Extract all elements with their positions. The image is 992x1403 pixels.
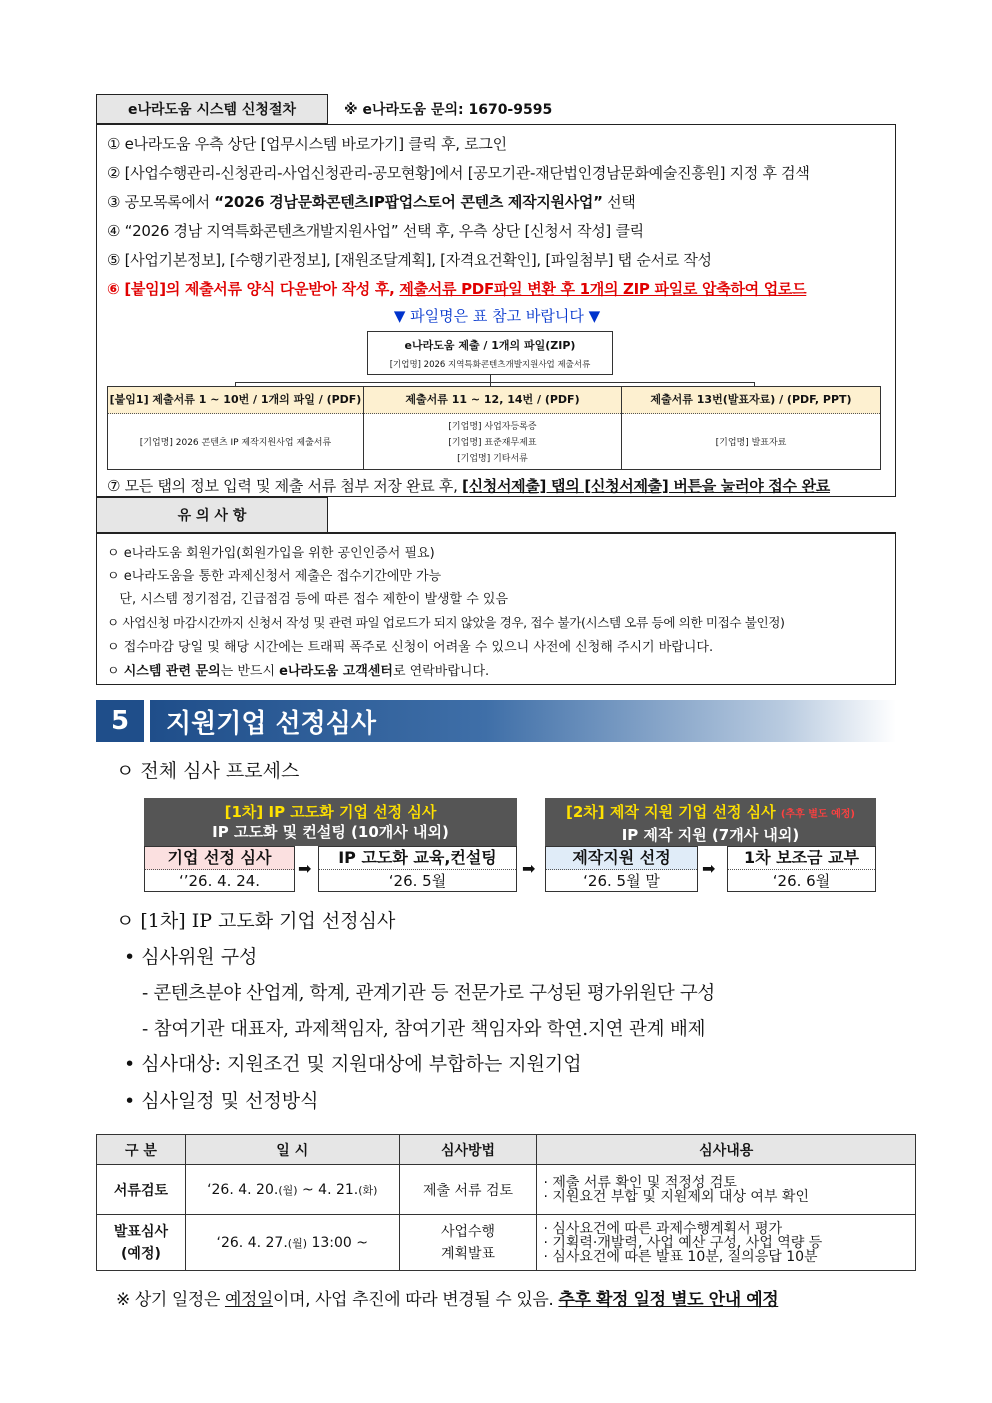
step-1: ① e나라도움 우측 상단 [업무시스템 바로가기] 클릭 후, 로그인 — [107, 135, 507, 153]
step-3: ③ 공모목록에서 “2026 경남문화콘텐츠IP팝업스토어 콘텐츠 제작지원사업” 선택 — [107, 193, 636, 211]
arrow-icon: ➡ — [298, 859, 312, 878]
file-box-attach1: [붙임1] 제출서류 1 ~ 10번 / 1개의 파일 / (PDF) [기업명] 2026 콘텐츠 IP 제작지원사업 제출서류 — [107, 386, 364, 470]
arrow-icon: ➡ — [522, 859, 536, 878]
step-2: ② [사업수행관리-신청관리-사업신청관리-공모현황]에서 [공모기관-재단법인경남문화예술진흥원] 지정 후 검색 — [107, 164, 810, 182]
col-header: 심사방법 — [399, 1135, 537, 1165]
notes-tab — [96, 497, 328, 533]
section-number: 5 — [96, 700, 144, 742]
arrow-icon: ➡ — [702, 859, 716, 878]
connector-vertical — [490, 375, 491, 382]
bullet-target: • 심사대상: 지원조건 및 지원대상에 부합하는 지원기업 — [124, 1053, 582, 1075]
row-type: 서류검토 — [97, 1165, 186, 1215]
notes-frame — [96, 533, 896, 685]
table-row — [97, 1215, 916, 1271]
note-line: ㅇ 접수마감 당일 및 해당 시간에는 트래픽 폭주로 신청이 어려울 수 있으니 사전에 신청해 주시기 바랍니다. — [107, 640, 714, 655]
file-box-presentation: 제출서류 13번(발표자료) / (PDF, PPT) [기업명] 발표자료 — [621, 386, 881, 470]
process-step: 기업 선정 심사 ‘’26. 4. 24. — [144, 846, 295, 892]
note-line: ㅇ e나라도움 회원가입(회원가입을 위한 공인인증서 필요) — [107, 546, 435, 561]
phase1-box: [1차] IP 고도화 기업 선정 심사 IP 고도화 및 컨설팅 (10개사 내외) — [144, 798, 517, 846]
process-step: 제작지원 선정 ‘26. 5월 말 — [545, 846, 698, 892]
note-line: ㅇ 시스템 관련 문의는 반드시 e나라도움 고객센터로 연락바랍니다. — [107, 664, 490, 679]
sub-heading: ㅇ [1차] IP 고도화 기업 선정심사 — [116, 910, 396, 932]
inquiry-phone: ※ e나라도움 문의: 1670-9595 — [344, 102, 553, 118]
row-method: 사업수행 계획발표 — [399, 1215, 537, 1271]
footnote: ※ 상기 일정은 예정일이며, 사업 추진에 따라 변경될 수 있음. 추후 확정 일정 별도 안내 예정 — [116, 1290, 779, 1310]
note-line: ㅇ e나라도움을 통한 과제신청서 제출은 접수기간에만 가능 — [107, 569, 442, 584]
col-header: 구 분 — [97, 1135, 186, 1165]
row-content: · 제출 서류 확인 및 적정성 검토 · 지원요건 부합 및 지원제외 대상 여부 확인 — [537, 1165, 916, 1215]
procedure-frame — [96, 124, 896, 497]
phase2-box: [2차] 제작 지원 기업 선정 심사 (추후 별도 예정) IP 제작 지원 (7개사 내외) — [545, 798, 876, 846]
row-method: 제출 서류 검토 — [399, 1165, 537, 1215]
bullet-committee: • 심사위원 구성 — [124, 946, 258, 968]
schedule-table — [96, 1134, 916, 1271]
row-type: 발표심사 (예정) — [97, 1215, 186, 1271]
step-7: ⑦ 모든 탭의 정보 입력 및 제출 서류 첨부 저장 완료 후, [신청서제출] 탭의 [신청서제출] 버튼을 눌러야 접수 완료 — [107, 477, 830, 495]
note-line: ㅇ 사업신청 마감시간까지 신청서 작성 및 관련 파일 업로드가 되지 않았을 경우, 접수 불가(시스템 오류 등에 의한 미접수 불인정) — [107, 615, 785, 630]
note-line: 단, 시스템 정기점검, 긴급점검 등에 따른 접수 제한이 발생할 수 있음 — [107, 592, 509, 607]
process-heading: ㅇ 전체 심사 프로세스 — [116, 760, 300, 782]
bullet-schedule: • 심사일정 및 선정방식 — [124, 1090, 319, 1112]
filename-hint: ▼ 파일명은 표 참고 바랍니다 ▼ — [393, 307, 601, 325]
notes-tab-label: 유 의 사 항 — [177, 508, 247, 524]
col-header: 일 시 — [185, 1135, 399, 1165]
row-date: ‘26. 4. 20.(월) ~ 4. 21.(화) — [185, 1165, 399, 1215]
dash-line: - 콘텐츠분야 산업계, 학계, 관계기관 등 전문가로 구성된 평가위원단 구성 — [142, 983, 715, 1004]
step-6: ⑥ [붙임]의 제출서류 양식 다운받아 작성 후, 제출서류 PDF파일 변환 후 1개의 ZIP 파일로 압축하여 업로드 — [107, 280, 807, 298]
zip-box-example: [기업명] 2026 지역특화콘텐츠개발지원사업 제출서류 — [389, 360, 591, 370]
file-box-docs11: 제출서류 11 ~ 12, 14번 / (PDF) [기업명] 사업자등록증 [기업명] 표준재무제표 [기업명] 기타서류 — [363, 386, 622, 470]
row-date: ‘26. 4. 27.(월) 13:00 ~ — [185, 1215, 399, 1271]
dash-line: - 참여기관 대표자, 과제책임자, 참여기관 책임자와 학연.지연 관계 배제 — [142, 1019, 706, 1040]
connector-horizontal — [235, 382, 755, 383]
table-row — [97, 1165, 916, 1215]
col-header: 심사내용 — [537, 1135, 916, 1165]
step-5: ⑤ [사업기본정보], [수행기관정보], [재원조달계획], [자격요건확인], [파일첨부] 탭 순서로 작성 — [107, 251, 712, 269]
section-title: 지원기업 선정심사 — [150, 700, 896, 742]
process-step: IP 고도화 교육,컨설팅 ‘26. 5월 — [318, 846, 517, 892]
row-content: · 심사요건에 따른 과제수행계획서 평가 · 기획력·개발력, 사업 예산 구성, 사업 역량 등 · 심사요건에 따른 발표 10분, 질의응답 10분 — [537, 1215, 916, 1271]
table-header-row — [97, 1135, 916, 1165]
zip-box-title: e나라도움 제출 / 1개의 파일(ZIP) — [404, 339, 576, 352]
step-4: ④ “2026 경남 지역특화콘텐츠개발지원사업” 선택 후, 우측 상단 [신청서 작성] 클릭 — [107, 222, 644, 240]
process-step: 1차 보조금 교부 ‘26. 6월 — [727, 846, 876, 892]
procedure-tab-label: e나라도움 시스템 신청절차 — [127, 102, 296, 118]
zip-box — [367, 331, 613, 375]
procedure-tab — [96, 94, 328, 124]
